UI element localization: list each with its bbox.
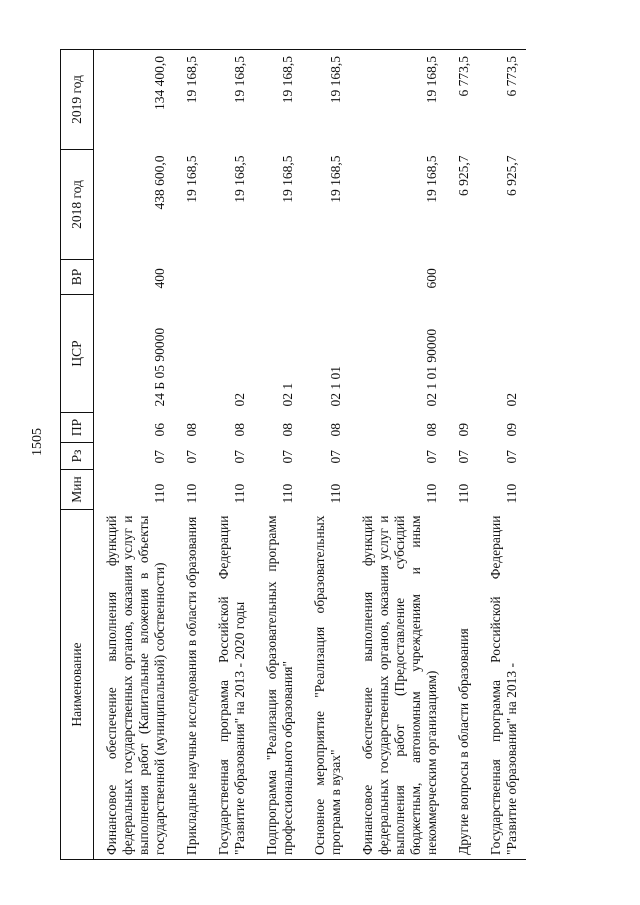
row-rz: 07	[328, 450, 343, 464]
row-min: 110	[280, 483, 295, 504]
row-min: 110	[456, 483, 471, 504]
row-2018: 6 925,7	[504, 155, 519, 196]
row-vr	[446, 260, 478, 295]
row-2019: 6 773,5	[478, 50, 526, 150]
table-row	[350, 50, 446, 860]
row-pr: 08	[232, 423, 247, 437]
row-min: 110	[424, 483, 439, 504]
row-vr	[478, 260, 526, 295]
row-name: Финансовое обеспечение выполнения функций федеральных государственных органов, оказания услуг и выполнения работ (Капитальные вложения в объекты государственной (муниципальной) собственности)	[94, 510, 175, 860]
header-row	[61, 50, 94, 860]
table-row	[206, 50, 254, 860]
row-min: 110	[232, 483, 247, 504]
row-min: 110	[152, 483, 167, 504]
row-2018: 438 600,0	[152, 155, 167, 210]
row-2019: 19 168,5	[206, 50, 254, 150]
row-vr	[302, 260, 350, 295]
row-csr: 02	[232, 393, 247, 407]
row-csr: 02 1	[280, 382, 295, 407]
row-name: Другие вопросы в области образования	[446, 510, 478, 860]
row-name: Государственная программа Российской Федерации "Развитие образования" на 2013 - 2020 годы	[206, 510, 254, 860]
row-name: Финансовое обеспечение выполнения функций федеральных государственных органов, оказания услуг и выполнения работ (Предоставление субсидий бюджетным, автономным учреждениям и иным некоммерческим организациям)	[350, 510, 446, 860]
row-rz: 07	[280, 450, 295, 464]
row-rz: 07	[456, 450, 471, 464]
row-name: Основное мероприятие "Реализация образовательных программ в вузах"	[302, 510, 350, 860]
row-name: Подпрограмма "Реализация образовательных программ профессионального образования"	[254, 510, 302, 860]
row-vr	[206, 260, 254, 295]
row-min: 110	[328, 483, 343, 504]
row-csr: 02	[504, 393, 519, 407]
header-2018: 2018 год	[61, 150, 94, 260]
header-pr: ПР	[61, 413, 94, 443]
row-pr: 08	[328, 423, 343, 437]
row-2018: 19 168,5	[280, 155, 295, 203]
row-pr: 09	[504, 423, 519, 437]
row-vr	[174, 260, 206, 295]
table-row	[302, 50, 350, 860]
header-rz: Рз	[61, 443, 94, 470]
table-row	[254, 50, 302, 860]
row-2018: 19 168,5	[232, 155, 247, 203]
header-vr: ВР	[61, 260, 94, 295]
row-pr: 08	[280, 423, 295, 437]
table-row	[174, 50, 206, 860]
row-2019: 19 168,5	[254, 50, 302, 150]
header-name: Наименование	[61, 510, 94, 860]
rotated-page	[60, 50, 590, 860]
row-rz: 07	[184, 450, 199, 464]
row-csr: 24 Б 05 90000	[152, 327, 167, 407]
row-2019: 6 773,5	[446, 50, 478, 150]
row-2019: 19 168,5	[302, 50, 350, 150]
header-csr: ЦСР	[61, 295, 94, 413]
row-csr	[174, 295, 206, 413]
row-pr: 06	[152, 423, 167, 437]
page-number: 1505	[30, 428, 45, 456]
row-vr: 600	[424, 268, 439, 289]
row-rz: 07	[152, 450, 167, 464]
budget-table	[60, 49, 526, 860]
row-vr: 400	[152, 268, 167, 289]
header-min: Мин	[61, 470, 94, 510]
row-pr: 08	[424, 423, 439, 437]
row-2018: 19 168,5	[328, 155, 343, 203]
row-2019: 19 168,5	[174, 50, 206, 150]
table-row	[94, 50, 175, 860]
table-row	[446, 50, 478, 860]
header-2019: 2019 год	[61, 50, 94, 150]
row-pr: 08	[184, 423, 199, 437]
row-rz: 07	[232, 450, 247, 464]
table-row	[478, 50, 526, 860]
row-rz: 07	[504, 450, 519, 464]
row-2018: 19 168,5	[424, 155, 439, 203]
row-name: Государственная программа Российской Федерации "Развитие образования" на 2013 -	[478, 510, 526, 860]
row-csr: 02 1 01 90000	[424, 328, 439, 407]
row-min: 110	[504, 483, 519, 504]
row-2019: 19 168,5	[350, 50, 446, 150]
row-2019: 134 400,0	[94, 50, 175, 150]
row-csr: 02 1 01	[328, 366, 343, 407]
row-2018: 6 925,7	[456, 155, 471, 196]
row-name: Прикладные научные исследования в области образования	[174, 510, 206, 860]
row-2018: 19 168,5	[184, 155, 199, 203]
row-pr: 09	[456, 423, 471, 437]
row-csr	[446, 295, 478, 413]
row-vr	[254, 260, 302, 295]
row-rz: 07	[424, 450, 439, 464]
row-min: 110	[184, 483, 199, 504]
